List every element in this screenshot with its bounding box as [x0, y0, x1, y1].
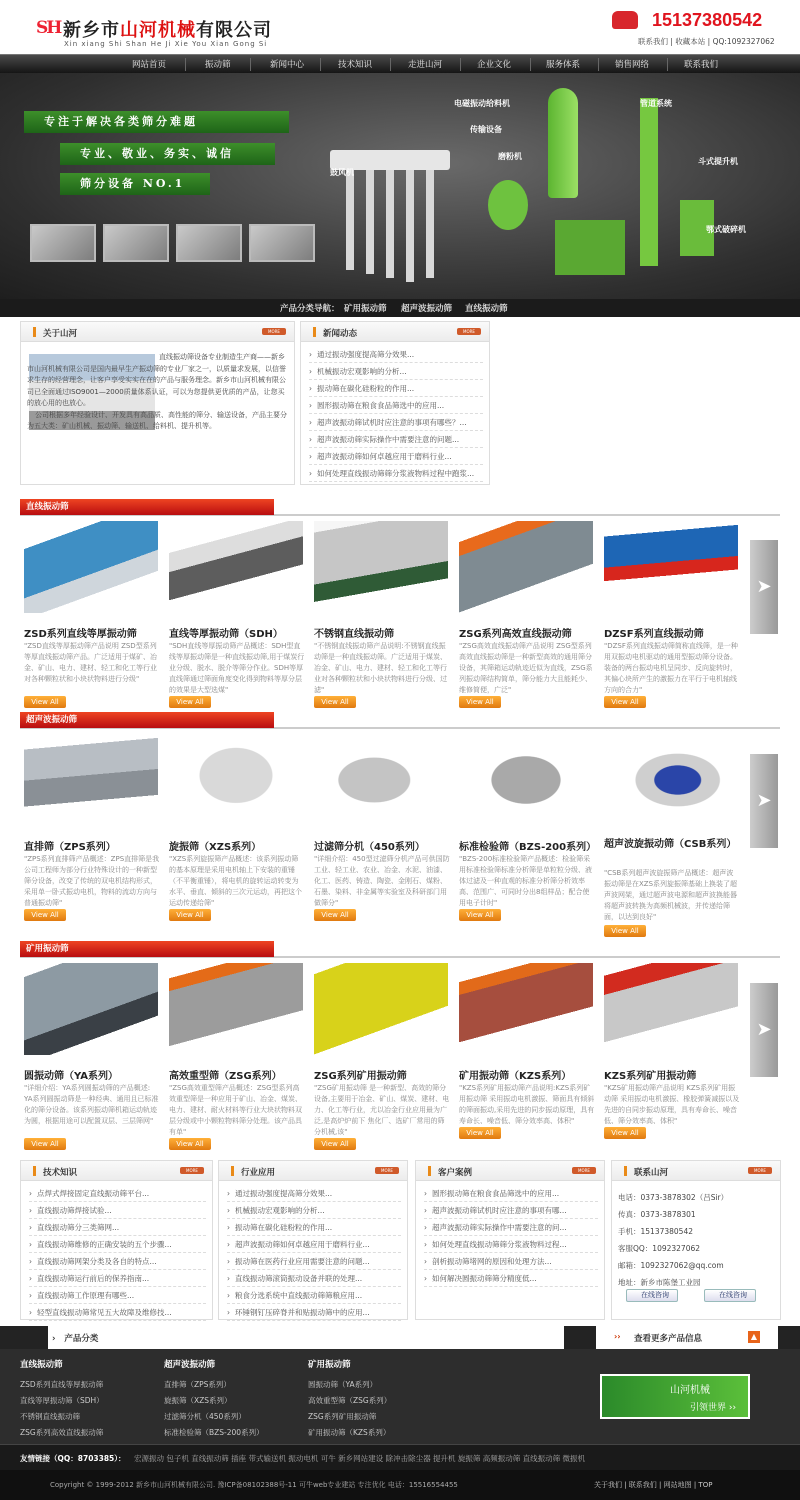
list-item[interactable]: › 直线振动筛维修的正确安装的五个步骤...	[29, 1236, 206, 1253]
view-all-button[interactable]: View All	[314, 696, 356, 708]
copyright-text: Copyright © 1999-2012 新乡市山河机械有限公司. 豫ICP备08102388号-11 可牛web专业建站 专注优化 电话：15516554455	[50, 1481, 458, 1489]
view-all-button[interactable]: View All	[169, 1138, 211, 1150]
product-desc: "DZSF系列直线振动筛简称直线筛，是一种用双振动电机驱动的通用型振动筛分设备。装备的两台振动电机呈同步、反向旋转时，其偏心块所产生的激振力在平行于电机轴线方向的合力"	[604, 642, 738, 694]
product-image[interactable]	[314, 521, 448, 613]
online-consult-button[interactable]: 在线咨询	[704, 1289, 756, 1302]
category-nav-item[interactable]: 超声波振动筛	[401, 304, 453, 314]
product-desc: "ZSG高效直线振动筛产品说明 ZSG型系列高效直线振动筛是一种新型高效的通用筛分设备，其筛箱运动轨迹近似为直线，ZSG系列振动筛结构简单，筛分能力大且能耗少、维修简便，广泛"	[459, 642, 593, 694]
view-all-button[interactable]: View All	[314, 909, 356, 921]
about-text: 直线振动筛设备专业制造生产商——新乡市山河机械有限公司是国内最早生产振动筛的专业厂家之一，以质量求发展，以信誉求生存的经营理念，让客户享受实实在在的产品与服务理念。新乡市山河机械有限公司已全面通过ISO9001—2000质量体系认证，可以为您提供更优质的产品，让您买的放心用的也放心。 公司根据多年经验设计、开发具有高品质、高性能的筛分、输送设备，产品主要分为五大类：矿山机械、振动筛、输送机、给料机、提升机等。	[27, 353, 287, 430]
machine-pipe	[426, 170, 434, 278]
product-image[interactable]	[169, 963, 303, 1055]
more-button[interactable]: MORE	[457, 328, 481, 335]
product-name[interactable]: 标准检验筛（BZS-200系列）	[459, 842, 597, 853]
footer-col-head[interactable]: 超声波振动筛	[164, 1360, 216, 1370]
product-desc: "CSB系列超声波旋振筛产品概述：超声波振动筛是在XZS系列旋振筛基础上换装了超声波网架，通过超声波电源和超声波换能器将超声波转换为高频机械波，并传递给筛面，以达到良好"	[604, 869, 738, 921]
main-nav	[0, 54, 800, 73]
news-item[interactable]: › 振动筛在碳化硅粉粒的作用...	[309, 380, 483, 397]
news-item[interactable]: › 圆形振动筛在粮食食品筛选中的应用...	[309, 397, 483, 414]
product-image[interactable]	[459, 734, 593, 826]
contact-address: 地址：新乡市陈堡工业园	[618, 1278, 701, 1287]
list-item[interactable]: › 超声波振动筛试机时应注意的事项有哪...	[424, 1202, 598, 1219]
machine-base	[555, 220, 625, 275]
product-name[interactable]: 不锈钢直线振动筛	[314, 629, 394, 640]
view-all-button[interactable]: View All	[604, 1127, 646, 1139]
nav-screens[interactable]: 振动筛	[205, 60, 231, 70]
product-desc: "SDH直线等厚振动筛产品概述：SDH型直线等厚振动筛是一种直线振动筛,用于煤炭行业分级、脱水、脱介等筛分作业。SDH等厚直线筛通过筛面角度变化得到物料等厚分层的效果是大型选煤"	[169, 642, 305, 694]
footer-title-bar	[0, 1326, 800, 1349]
product-name[interactable]: 直线等厚振动筛（SDH）	[169, 629, 283, 640]
nav-news[interactable]: 新闻中心	[270, 60, 305, 70]
next-arrow-icon[interactable]: ➤	[750, 983, 778, 1077]
category-nav-label: 产品分类导航：	[280, 304, 340, 314]
product-name[interactable]: KZS系列矿用振动筛	[604, 1071, 697, 1082]
view-all-button[interactable]: View All	[459, 909, 501, 921]
bottom-links[interactable]: 关于我们 | 联系我们 | 网站地图 | TOP	[594, 1481, 713, 1489]
product-desc: "KZS矿用振动筛产品说明 KZS系列矿用振动筛 采用振动电机激振、橡胶弹簧减振以及先进的自同步振动原理，具有寿命长、噪音低、筛分效率高、体积"	[604, 1084, 740, 1125]
list-item[interactable]: › 直线振动筛滚筒振动设备并联的处理...	[227, 1270, 401, 1287]
product-desc: "ZSD直线等厚振动筛产品说明 ZSD型系列等厚直线振动筛产品。广泛适用于煤矿、冶金、矿山、电力、建材、轻工和化工等行业对各种颗粒状和小块状物料进行分级"	[24, 642, 157, 683]
news-item[interactable]: › 超声波振动筛实际操作中需要注意的问题...	[309, 431, 483, 448]
slogan-line-1: 专注于解决各类筛分难题	[24, 111, 289, 133]
machine-mill	[488, 180, 528, 230]
callout-mill: 磨粉机	[498, 152, 522, 161]
slogan-line-3: 筛分设备 NO.1	[60, 173, 210, 195]
list-item[interactable]: › 直线振动筛焊接试验...	[29, 1202, 206, 1219]
footer-link[interactable]: 直排筛（ZPS系列）	[164, 1380, 231, 1389]
product-name[interactable]: 矿用振动筛（KZS系列）	[459, 1071, 572, 1082]
machine-pipe	[386, 170, 394, 278]
product-image[interactable]	[24, 734, 158, 826]
product-name[interactable]: 直排筛（ZPS系列）	[24, 842, 116, 853]
view-all-button[interactable]: View All	[604, 925, 646, 937]
section-title: 矿用振动筛	[20, 941, 274, 957]
contact-mobile: 手机：15137380542	[618, 1227, 693, 1236]
callout-pipe: 管道系统	[640, 99, 672, 108]
list-item[interactable]: › 如何处理直线振动筛筛分浆液物料过程...	[424, 1236, 598, 1253]
banner-thumb[interactable]	[176, 224, 242, 262]
product-name[interactable]: DZSF系列直线振动筛	[604, 629, 704, 640]
machine-pipe	[406, 170, 414, 282]
footer-link[interactable]: 旋振筛（XZS系列）	[164, 1396, 232, 1405]
footer-col-head[interactable]: 直线振动筛	[20, 1360, 63, 1370]
nav-tech[interactable]: 技术知识	[338, 60, 373, 70]
category-nav-item[interactable]: 矿用振动筛	[344, 304, 387, 314]
section-header	[20, 712, 780, 730]
banner-thumb[interactable]	[30, 224, 96, 262]
callout-feeder: 电磁振动给料机	[454, 99, 510, 108]
list-item[interactable]: › 直线振动筛运行前后的保养指南...	[29, 1270, 206, 1287]
footer-col-head[interactable]: 矿用振动筛	[308, 1360, 351, 1370]
footer-link[interactable]: 高效重型筛（ZSG系列）	[308, 1396, 392, 1405]
view-all-button[interactable]: View All	[314, 1138, 356, 1150]
product-name[interactable]: 圆振动筛（YA系列）	[24, 1071, 119, 1082]
product-desc: "ZPS系列直排筛产品概述：ZPS直排筛是我公司工程师为部分行业特殊设计的一种新型筛分设备，改变了传统的双电机结构形式，采用单一卧式振动电机，物料的流动方向与普通振动筛"	[24, 855, 160, 907]
next-arrow-icon[interactable]: ➤	[750, 540, 778, 634]
news-item[interactable]: › 超声波振动筛试机时应注意的事项有哪些？...	[309, 414, 483, 431]
friend-links[interactable]: 宏源振动 包子机 直线振动筛 插座 带式输送机 振动电机 可牛 新乡网站建设 除冲击除尘器 提升机 旋振筛 高频振动筛 直线振动筛 微振机	[134, 1454, 585, 1463]
news-item[interactable]: › 如何处理直线振动筛筛分浆液物料过程中跑浆...	[309, 465, 483, 482]
panel-title: 技术知识	[43, 1168, 78, 1178]
list-item[interactable]: › 超声波振动筛实际操作中需要注意的问...	[424, 1219, 598, 1236]
view-all-button[interactable]: View All	[169, 909, 211, 921]
section-title: 超声波振动筛	[20, 712, 274, 728]
product-desc: "ZSG矿用振动筛 是一种新型、高效的筛分设备,主要用于冶金、矿山、煤炭、建材、电力、化工等行业，尤以冶金行业应用最为广泛,是高炉炉前下 焦化厂、选矿厂常用的筛分机械,该"	[314, 1084, 450, 1136]
product-image[interactable]	[24, 521, 158, 613]
brand-banner[interactable]	[600, 1374, 750, 1419]
product-image[interactable]	[459, 963, 593, 1055]
news-item[interactable]: › 通过振动强度提高筛分效果...	[309, 346, 483, 363]
cases-panel	[415, 1160, 605, 1320]
nav-service[interactable]: 服务体系	[546, 60, 581, 70]
product-name[interactable]: 旋振筛（XZS系列）	[169, 842, 262, 853]
view-all-button[interactable]: View All	[24, 909, 66, 921]
view-all-button[interactable]: View All	[24, 696, 66, 708]
nav-about[interactable]: 走进山河	[408, 60, 443, 70]
brand-name: 山河机械	[670, 1385, 710, 1396]
footer-more-arrow: ››	[614, 1332, 621, 1341]
footer-cat-title: › 产品分类	[52, 1334, 99, 1344]
view-all-button[interactable]: View All	[604, 696, 646, 708]
panel-title: 联系山河	[634, 1168, 669, 1178]
category-nav-bar	[0, 299, 800, 317]
site-subtitle: Xin xiang Shi Shan He Ji Xie You Xian Gong Si	[64, 40, 268, 48]
contact-panel	[611, 1160, 781, 1320]
footer-category-tab	[48, 1326, 564, 1349]
product-image[interactable]	[169, 734, 303, 826]
view-all-button[interactable]: View All	[169, 696, 211, 708]
more-button[interactable]: MORE	[375, 1167, 399, 1174]
list-item[interactable]: › 直线振动筛网架分类及各自的特点...	[29, 1253, 206, 1270]
panel-title: 客户案例	[438, 1168, 473, 1178]
panel-title: 关于山河	[43, 329, 78, 339]
callout-crusher: 鄂式破碎机	[706, 225, 746, 234]
product-image[interactable]	[604, 963, 738, 1055]
product-image[interactable]	[314, 734, 448, 826]
arrow-up-icon[interactable]: ▲	[748, 1331, 760, 1343]
brand-slogan: 引领世界 ››	[690, 1403, 737, 1413]
friend-links-label: 友情链接（QQ：8703385）：	[20, 1454, 126, 1463]
view-all-button[interactable]: View All	[459, 696, 501, 708]
more-button[interactable]: MORE	[572, 1167, 596, 1174]
footer-link[interactable]: ZSD系列直线等厚振动筛	[20, 1380, 104, 1389]
footer-link[interactable]: ZSG系列高效直线振动筛	[20, 1428, 104, 1437]
list-item[interactable]: › 剖析振动筛堵网的原因和处理方法...	[424, 1253, 598, 1270]
banner-thumb[interactable]	[103, 224, 169, 262]
list-item[interactable]: › 振动筛在碳化硅粉粒的作用...	[227, 1219, 401, 1236]
news-panel	[300, 321, 490, 485]
news-item[interactable]: › 超声波振动筛如何卓越应用于磨料行业...	[309, 448, 483, 465]
about-panel	[20, 321, 295, 485]
product-image[interactable]	[604, 734, 738, 826]
footer-categories	[0, 1349, 800, 1444]
product-name[interactable]: 超声波旋振动筛（CSB系列）	[604, 839, 737, 850]
category-nav-item[interactable]: 直线振动筛	[465, 304, 508, 314]
more-button[interactable]: MORE	[748, 1167, 772, 1174]
machine-pipe	[346, 170, 354, 270]
list-item[interactable]: › 直线振动筛工作原理有哪些...	[29, 1287, 206, 1304]
callout-conveyor: 传输设备	[470, 125, 502, 134]
product-image[interactable]	[169, 521, 303, 613]
footer-link[interactable]: 不锈钢直线振动筛	[20, 1412, 80, 1421]
product-desc: "XZS系列旋振筛产品概述：该系列振动筛的基本原理是采用电机轴上下安装的重锤（不平衡重锤），将电机的旋转运动转变为水平、垂直、倾斜的三次元运动，再把这个运动传递给筛"	[169, 855, 302, 907]
footer-link[interactable]: 标准检验筛（BZS-200系列）	[164, 1428, 264, 1437]
panel-title: 行业应用	[241, 1168, 276, 1178]
list-item[interactable]: › 通过振动强度提高筛分效果...	[227, 1185, 401, 1202]
machine-pipe	[366, 170, 374, 274]
contact-fax: 传真：0373-3878301	[618, 1210, 696, 1219]
footer-link[interactable]: 圆振动筛（YA系列）	[308, 1380, 378, 1389]
nav-home[interactable]: 网站首页	[132, 60, 167, 70]
logo-icon[interactable]: SH	[36, 18, 61, 38]
copyright-bar	[0, 1470, 800, 1500]
machine-elevator	[640, 98, 658, 266]
top-links[interactable]: 联系我们 | 收藏本站 | QQ:1092327062	[638, 37, 775, 46]
callout-blower: 鼓风机	[330, 168, 354, 177]
list-item[interactable]: › 超声波振动筛如何卓越应用于磨料行业...	[227, 1236, 401, 1253]
list-item[interactable]: › 直线振动筛分三类筛网...	[29, 1219, 206, 1236]
contact-phone: 电话：0373-3878302（吕Sir）	[618, 1193, 729, 1202]
product-image[interactable]	[459, 521, 593, 613]
product-image[interactable]	[24, 963, 158, 1055]
list-item[interactable]: › 粮食分选系统中直线振动筛筛粮应用...	[227, 1287, 401, 1304]
footer-link[interactable]: 直线等厚振动筛（SDH）	[20, 1396, 104, 1405]
contact-qq: 客服QQ：1092327062	[618, 1244, 701, 1253]
slogan-line-2: 专业、敬业、务实、诚信	[60, 143, 275, 165]
contact-info	[618, 1189, 728, 1291]
news-item[interactable]: › 机械振动宏观影响的分析...	[309, 363, 483, 380]
list-item[interactable]: › 机械振动宏观影响的分析...	[227, 1202, 401, 1219]
industry-panel	[218, 1160, 408, 1320]
product-name[interactable]: 高效重型筛（ZSG系列）	[169, 1071, 282, 1082]
footer-link[interactable]: 矿用振动筛（KZS系列）	[308, 1428, 391, 1437]
list-item[interactable]: › 圆形振动筛在粮食食品筛选中的应用...	[424, 1185, 598, 1202]
slogan-ribbon	[24, 111, 294, 201]
section-header	[20, 499, 780, 517]
callout-elevator: 斗式提升机	[698, 157, 738, 166]
site-title: 新乡市山河机械有限公司	[63, 20, 272, 41]
next-arrow-icon[interactable]: ➤	[750, 754, 778, 848]
product-desc: "BZS-200标准检验筛产品概述：检验筛采用标准检验筛标准分析筛是单粒粒分级、液体过滤及一种直观的标准分析筛分析效率高、范围广、可同时分出8组样品；配合使用电子计时"	[459, 855, 592, 907]
list-item[interactable]: › 振动筛在医药行业应用需要注意的问题...	[227, 1253, 401, 1270]
footer-link[interactable]: ZSG系列矿用振动筛	[308, 1412, 377, 1421]
footer-more-info[interactable]: 查看更多产品信息	[634, 1334, 703, 1344]
product-desc: "ZSG高效重型筛产品概述：ZSG型系列高效重型筛是一种应用于矿山、冶金、煤炭、电力、建材、耐火材料等行业大块状物料双层分级或中小颗粒物料筛分处理。该产品具有单"	[169, 1084, 302, 1136]
view-all-button[interactable]: View All	[459, 1127, 501, 1139]
product-desc: "KZS系列矿用振动筛产品说明:KZS系列矿用振动筛 采用振动电机激振、筛面具有倾斜的筛面振动,采用先进的同步振动原理，具有寿命长、噪音低、筛分效率高、体积"	[459, 1084, 595, 1125]
nav-culture[interactable]: 企业文化	[477, 60, 512, 70]
product-name[interactable]: 过滤筛分机（450系列）	[314, 842, 425, 853]
footer-link[interactable]: 过滤筛分机（450系列）	[164, 1412, 246, 1421]
section-header	[20, 941, 780, 959]
product-image[interactable]	[604, 521, 738, 613]
more-button[interactable]: MORE	[180, 1167, 204, 1174]
friend-links-bar	[0, 1444, 800, 1470]
list-item[interactable]: › 点焊式焊接固定直线振动筛平台...	[29, 1185, 206, 1202]
section-title: 直线振动筛	[20, 499, 274, 515]
list-item[interactable]: › 如何解决圆振动筛筛分精度低...	[424, 1270, 598, 1287]
product-desc: "不锈钢直线振动筛产品说明:不锈钢直线振动筛是一种直线振动筛。广泛适用于煤炭、冶金、矿山、电力、建材、轻工和化工等行业对各种颗粒状和小块状物料进行分级、过滤"	[314, 642, 447, 694]
tech-panel	[20, 1160, 213, 1320]
product-name[interactable]: ZSD系列直线等厚振动筛	[24, 629, 137, 640]
list-item[interactable]: › 环锤钢钉压碎脊并和贴振动筛中的应用...	[227, 1304, 401, 1321]
product-desc: "详细介绍：450型过滤筛分机产品可供国防工业、轻工业、农业、冶金、水泥、油漆、化工、医药、铸造、陶瓷、金刚石、煤粉、石墨、染料、非金属等实验室及科研部门用做筛分"	[314, 855, 450, 907]
hotline-number: 15137380542	[652, 10, 763, 30]
banner-thumb[interactable]	[249, 224, 315, 262]
panel-title: 新闻动态	[323, 329, 358, 339]
contact-email: 邮箱：1092327062@qq.com	[618, 1261, 724, 1270]
product-image[interactable]	[314, 963, 448, 1055]
machine-cyclone	[548, 88, 578, 198]
list-item[interactable]: › 轻型直线振动筛常见五大故障及维修技...	[29, 1304, 206, 1321]
product-name[interactable]: ZSG系列矿用振动筛	[314, 1071, 407, 1082]
telephone-icon	[612, 11, 638, 29]
more-button[interactable]: MORE	[262, 328, 286, 335]
online-consult-button[interactable]: 在线咨询	[626, 1289, 678, 1302]
product-desc: "详细介绍：YA系列圆振动筛的产品概述: YA系列圆振动筛是一种经典、通用且已标准化的筛分设备。该系列振动筛机箱运动轨迹为圆，根据用途可以配置双层、三层筛网"	[24, 1084, 159, 1125]
nav-sales[interactable]: 销售网络	[615, 60, 650, 70]
product-name[interactable]: ZSG系列高效直线振动筛	[459, 629, 572, 640]
view-all-button[interactable]: View All	[24, 1138, 66, 1150]
nav-contact[interactable]: 联系我们	[684, 60, 719, 70]
